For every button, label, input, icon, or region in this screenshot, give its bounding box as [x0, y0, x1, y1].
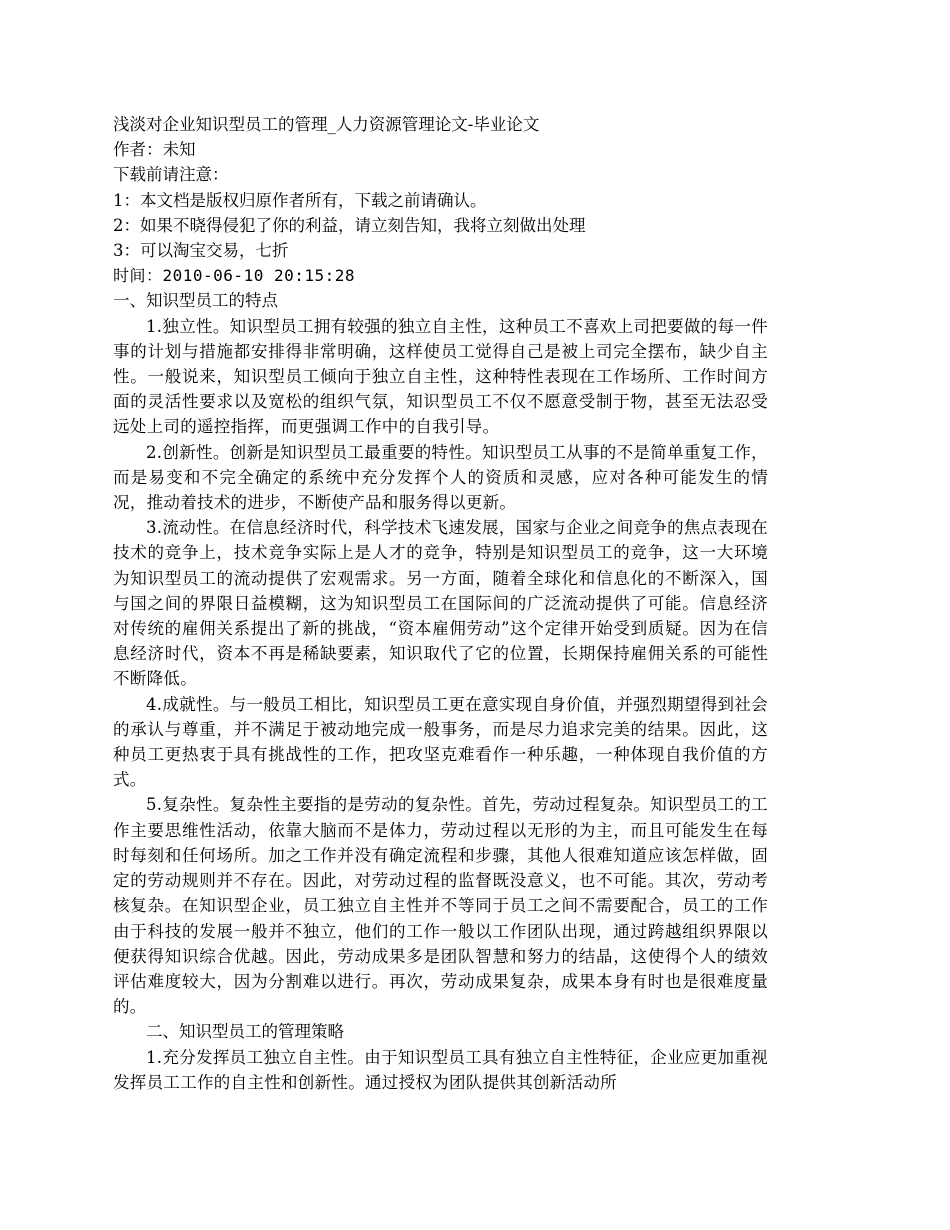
paragraph-autonomy-strategy: 1.充分发挥员工独立自主性。由于知识型员工具有独立自主性特征，企业应更加重视发挥员工工作的自主性和创新性。通过授权为团队提供其创新活动所 — [113, 1047, 768, 1092]
paragraph-achievement: 4.成就性。与一般员工相比，知识型员工更在意实现自身价值，并强烈期望得到社会的承认与尊重，并不满足于被动地完成一般事务，而是尽力追求完美的结果。因此，这种员工更热衷于具有挑战性的工作，把攻坚克难看作一种乐趣，一种体现自我价值的方式。 — [113, 694, 768, 790]
paragraph-complexity: 5.复杂性。复杂性主要指的是劳动的复杂性。首先，劳动过程复杂。知识型员工的工作主要思维性活动，依靠大脑而不是体力，劳动过程以无形的为主，而且可能发生在每时每刻和任何场所。加之工作并没有确定流程和步骤，其他人很难知道应该怎样做，固定的劳动规则并不存在。因此，对劳动过程的监督既没意义，也不可能。其次，劳动考核复杂。在知识型企业，员工独立自主性并不等同于员工之间不需要配合，员工的工作由于科技的发展一般并不独立，他们的工作一般以工作团队出现，通过跨越组织界限以便获得知识综合优越。因此，劳动成果多是团队智慧和努力的结晶，这使得个人的绩效评估难度较大，因为分割难以进行。再次，劳动成果复杂，成果本身有时也是很难度量的。 — [113, 795, 768, 1017]
document-title: 浅淡对企业知识型员工的管理_人力资源管理论文-毕业论文 — [113, 115, 540, 134]
section-heading-characteristics: 一、知识型员工的特点 — [113, 291, 278, 311]
document-page — [113, 112, 768, 1095]
notice-heading: 下载前请注意： — [113, 165, 229, 185]
author-line: 作者：未知 — [113, 140, 196, 160]
notice-item-3: 3：可以淘宝交易，七折 — [113, 241, 289, 261]
notice-item-2: 2：如果不晓得侵犯了你的利益，请立刻告知，我将立刻做出处理 — [113, 215, 586, 235]
paragraph-independence: 1.独立性。知识型员工拥有较强的独立自主性，这种员工不喜欢上司把要做的每一件事的计划与措施都安排得非常明确，这样使员工觉得自己是被上司完全摆布，缺少自主性。一般说来，知识型员工倾向于独立自主性，这种特性表现在工作场所、工作时间方面的灵活性要求以及宽松的组织气氛，知识型员工不仅不愿意受制于物，甚至无法忍受远处上司的遥控指挥，而更强调工作中的自我引导。 — [113, 316, 768, 437]
timestamp-line: 时间：2010-06-10 20:15:28 — [113, 266, 356, 286]
paragraph-mobility: 3.流动性。在信息经济时代，科学技术飞速发展，国家与企业之间竞争的焦点表现在技术的竞争上，技术竞争实际上是人才的竞争，特别是知识型员工的竞争，这一大环境为知识型员工的流动提供了宏观需求。另一方面，随着全球化和信息化的不断深入，国与国之间的界限日益模糊，这为知识型员工在国际间的广泛流动提供了可能。信息经济对传统的雇佣关系提出了新的挑战，“资本雇佣劳动”这个定律开始受到质疑。因为在信息经济时代，资本不再是稀缺要素，知识取代了它的位置，长期保持雇佣关系的可能性不断降低。 — [113, 518, 768, 689]
section-heading-strategies: 二、知识型员工的管理策略 — [146, 1022, 344, 1042]
notice-item-1: 1：本文档是版权归原作者所有，下载之前请确认。 — [113, 190, 487, 210]
paragraph-innovation: 2.创新性。创新是知识型员工最重要的特性。知识型员工从事的不是简单重复工作，而是易变和不完全确定的系统中充分发挥个人的资质和灵感，应对各种可能发生的情况，推动着技术的进步，不断使产品和服务得以更新。 — [113, 442, 768, 513]
